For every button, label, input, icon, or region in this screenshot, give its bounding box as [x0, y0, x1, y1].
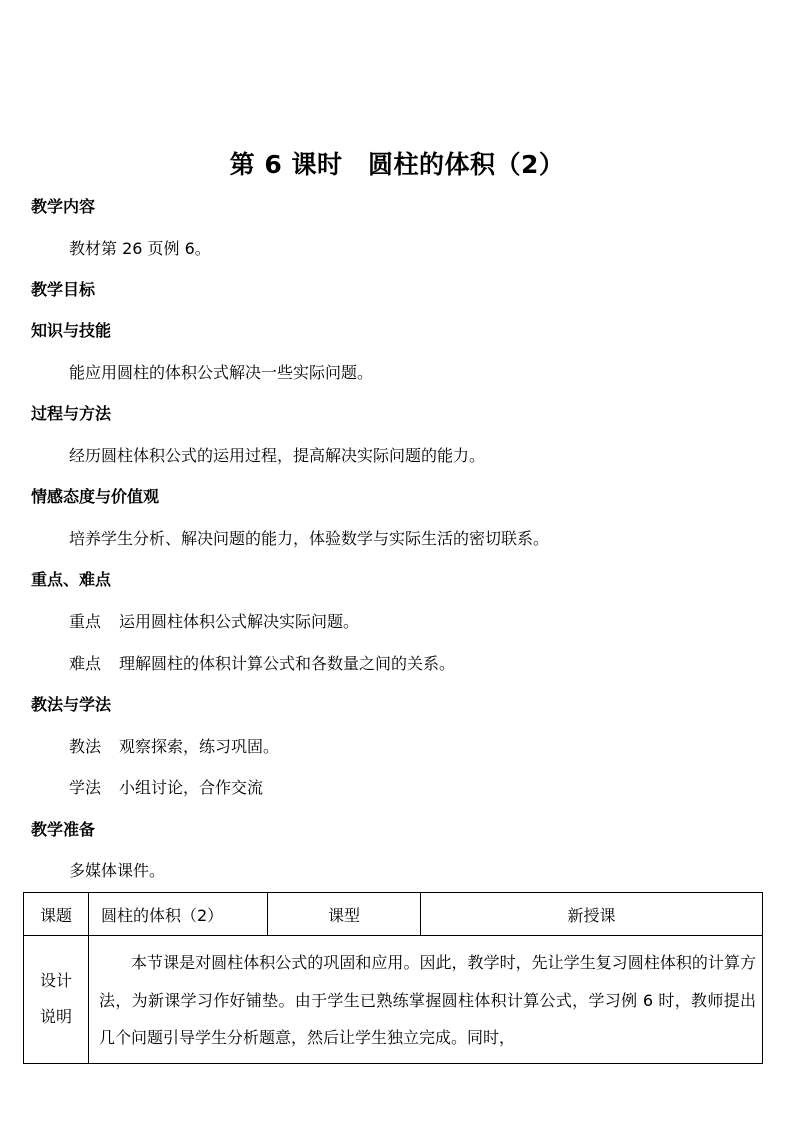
- table-row: [24, 936, 763, 1064]
- design-label-line2: 说明: [39, 1007, 72, 1027]
- keypoint-item: [69, 654, 455, 674]
- lesson-table: [23, 892, 763, 1064]
- design-description: [89, 936, 763, 1064]
- section-heading-keypoints: 重点、难点: [31, 570, 112, 589]
- method-item: [69, 737, 279, 757]
- section-heading-knowledge: 知识与技能: [31, 321, 112, 340]
- method-tag: 学法: [69, 778, 102, 797]
- keypoint-item: [69, 612, 359, 632]
- keypoint-text: 理解圆柱的体积计算公式和各数量之间的关系。: [119, 654, 456, 673]
- section-heading-content: 教学内容: [31, 197, 96, 216]
- section-body-attitude: 培养学生分析、解决问题的能力，体验数学与实际生活的密切联系。: [69, 529, 550, 548]
- method-text: 小组讨论，合作交流: [119, 778, 264, 797]
- type-value: 新授课: [421, 893, 763, 936]
- topic-value: 圆柱的体积（2）: [89, 893, 268, 936]
- section-heading-process: 过程与方法: [31, 404, 112, 423]
- keypoint-text: 运用圆柱体积公式解决实际问题。: [119, 612, 360, 631]
- design-label: [24, 936, 89, 1064]
- topic-label: 课题: [24, 893, 89, 936]
- section-heading-preparation: 教学准备: [31, 820, 96, 839]
- section-heading-objectives: 教学目标: [31, 280, 96, 299]
- page-title: 第 6 课时 圆柱的体积（2）: [229, 150, 565, 179]
- keypoint-tag: 难点: [69, 654, 102, 673]
- design-label-line1: 设计: [39, 971, 72, 991]
- method-item: [69, 778, 263, 798]
- method-text: 观察探索，练习巩固。: [119, 737, 280, 756]
- method-tag: 教法: [69, 737, 102, 756]
- table-row: [24, 893, 763, 936]
- design-text: 本节课是对圆柱体积公式的巩固和应用。因此，教学时，先让学生复习圆柱体积的计算方法，为新课学习作好铺垫。由于学生已熟练掌握圆柱体积计算公式，学习例 6 时，教师提出几个问题引导学生分析题意，然后让学生独立完成。同时，: [99, 953, 756, 1047]
- section-heading-methods: 教法与学法: [31, 695, 112, 714]
- type-label: 课型: [268, 893, 421, 936]
- keypoint-tag: 重点: [69, 612, 102, 631]
- section-body-process: 经历圆柱体积公式的运用过程，提高解决实际问题的能力。: [69, 446, 486, 465]
- section-body-knowledge: 能应用圆柱的体积公式解决一些实际问题。: [69, 363, 374, 382]
- section-body-preparation: 多媒体课件。: [69, 861, 166, 880]
- section-body-content: 教材第 26 页例 6。: [69, 239, 211, 258]
- section-heading-attitude: 情感态度与价值观: [31, 487, 160, 506]
